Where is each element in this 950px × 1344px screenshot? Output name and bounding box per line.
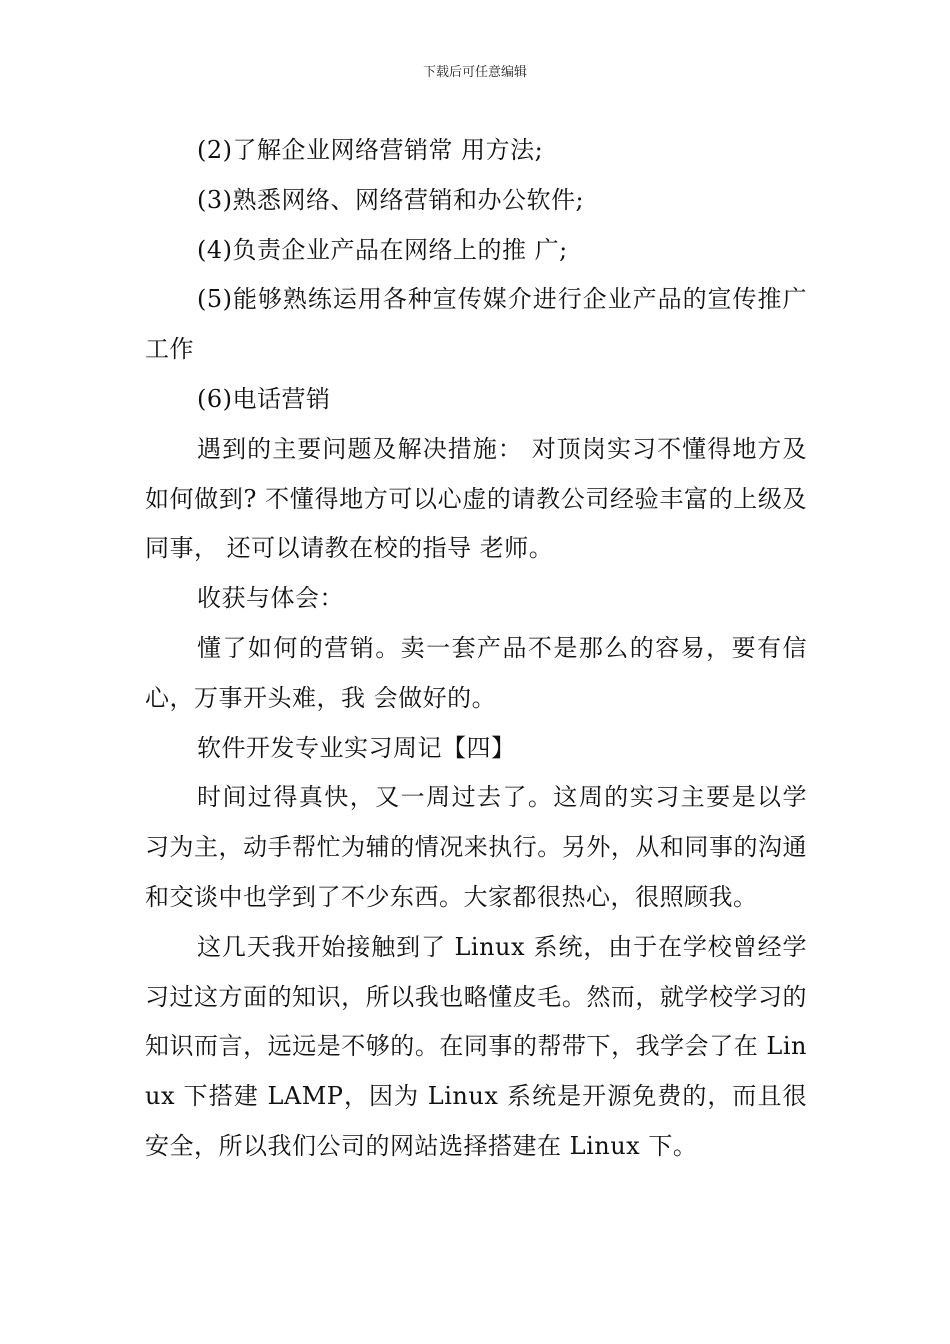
paragraph-item-2: (2)了解企业网络营销常 用方法; <box>197 136 544 164</box>
paragraph-week-summary: 时间过得真快，又一周过去了。这周的实习主要是以学习为主，动手帮忙为辅的情况来执行。另外，从和同事的沟通和交谈中也学到了不少东西。大家都很热心，很照顾我。 <box>145 783 807 911</box>
paragraph-gains-heading: 收获与体会： <box>197 584 344 613</box>
paragraph-linux: 这几天我开始接触到了 Linux 系统，由于在学校曾经学习过这方面的知识，所以我也略懂皮毛。然而，就学校学习的知识而言，远远是不够的。在同事的帮带下，我学会了在 Linux 下搭建 LAMP，因为 Linux 系统是开源免费的，而且很安全，所以我们公司的网站选择搭建在 Linux 下。 <box>145 932 807 1160</box>
paragraph-item-4: (4)负责企业产品在网络上的推 广; <box>197 235 568 264</box>
paragraph-item-5: (5)能够熟练运用各种宣传媒介进行企业产品的宣传推广工作 <box>145 285 807 364</box>
section-title: 软件开发专业实习周记【四】 <box>197 733 516 762</box>
paragraph-item-6: (6)电话营销 <box>197 384 331 413</box>
paragraph-problems: 遇到的主要问题及解决措施： 对顶岗实习不懂得地方及如何做到? 不懂得地方可以心虚的请教公司经验丰富的上级及同事， 还可以请教在校的指导 老师。 <box>145 434 807 563</box>
page-header: 下载后可任意编辑 <box>422 65 527 80</box>
paragraph-item-3: (3)熟悉网络、网络营销和办公软件; <box>197 185 585 214</box>
document-body <box>145 126 807 1172</box>
paragraph-gains: 懂了如何的营销。卖一套产品不是那么的容易，要有信心，万事开头难，我 会做好的。 <box>145 633 807 712</box>
